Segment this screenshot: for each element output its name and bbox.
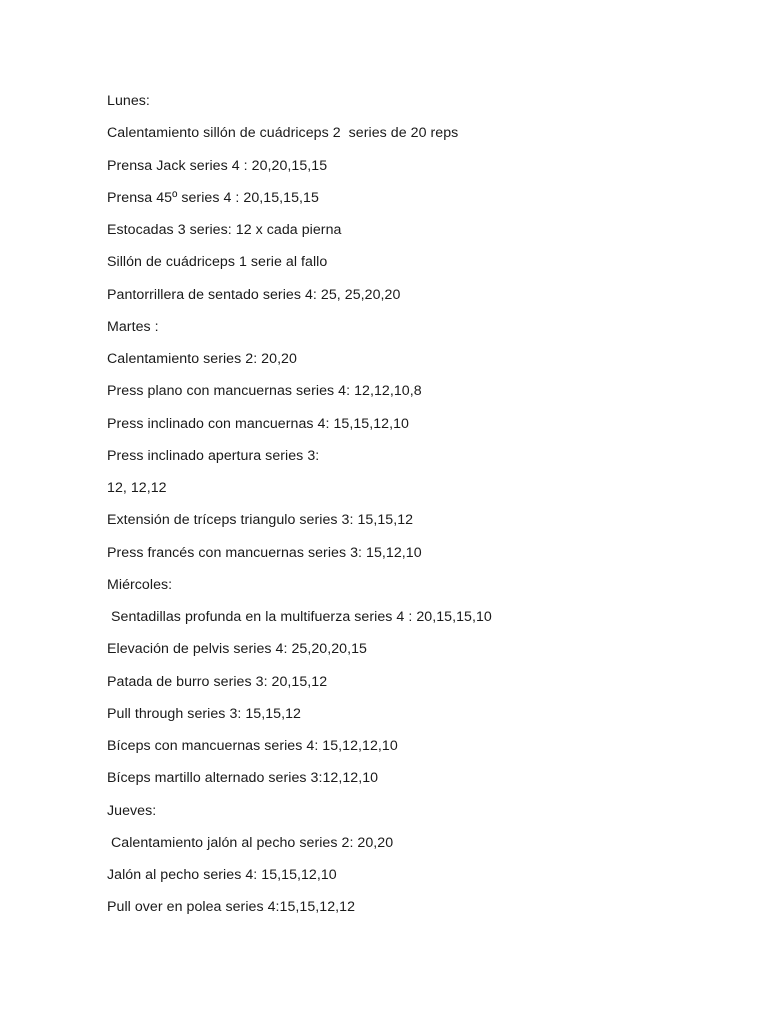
- exercise-line: Sentadillas profunda en la multifuerza series 4 : 20,15,15,10: [107, 609, 492, 625]
- exercise-line: Bíceps martillo alternado series 3:12,12,10: [107, 770, 379, 787]
- exercise-line: 12, 12,12: [107, 480, 167, 496]
- exercise-line: Prensa 45º series 4 : 20,15,15,15: [107, 189, 319, 206]
- day-heading-jueves: Jueves:: [107, 802, 157, 819]
- exercise-line: Pantorrillera de sentado series 4: 25, 25,20,20: [107, 286, 401, 303]
- exercise-line: Calentamiento jalón al pecho series 2: 20,20: [107, 834, 394, 851]
- exercise-line: Press inclinado con mancuernas 4: 15,15,12,10: [107, 415, 409, 432]
- exercise-line: Calentamiento series 2: 20,20: [107, 351, 297, 367]
- exercise-line: Jalón al pecho series 4: 15,15,12,10: [107, 867, 337, 883]
- exercise-line: Press plano con mancuernas series 4: 12,12,10,8: [107, 383, 422, 400]
- day-heading-martes: Martes :: [107, 318, 159, 335]
- exercise-line: Pull over en polea series 4:15,15,12,12: [107, 899, 356, 916]
- exercise-line: Estocadas 3 series: 12 x cada pierna: [107, 222, 342, 238]
- day-heading-miercoles: Miércoles:: [107, 576, 173, 593]
- document-page: [107, 90, 747, 929]
- exercise-line: Sillón de cuádriceps 1 serie al fallo: [107, 254, 328, 271]
- exercise-line: Press inclinado apertura series 3:: [107, 447, 320, 464]
- exercise-line: Bíceps con mancuernas series 4: 15,12,12,10: [107, 738, 398, 754]
- exercise-line: Elevación de pelvis series 4: 25,20,20,15: [107, 641, 367, 658]
- exercise-line: Patada de burro series 3: 20,15,12: [107, 673, 328, 690]
- exercise-line: Calentamiento sillón de cuádriceps 2 series de 20 reps: [107, 125, 459, 142]
- exercise-line: Extensión de tríceps triangulo series 3: 15,15,12: [107, 512, 414, 529]
- exercise-line: Press francés con mancuernas series 3: 15,12,10: [107, 544, 422, 561]
- day-heading-lunes: Lunes:: [107, 93, 150, 109]
- exercise-line: Pull through series 3: 15,15,12: [107, 705, 301, 722]
- exercise-line: Prensa Jack series 4 : 20,20,15,15: [107, 157, 328, 174]
